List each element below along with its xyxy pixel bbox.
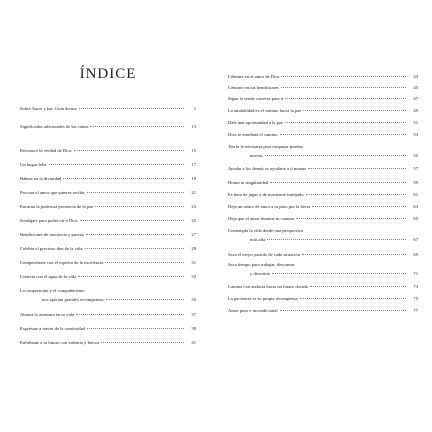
toc-page-number: 47: [413, 96, 418, 101]
dot-leader: [270, 182, 406, 183]
toc-page-number: 71: [413, 271, 418, 276]
dot-leader: [85, 248, 184, 249]
toc-page-number: 15: [191, 148, 196, 153]
toc-entry: [20, 288, 196, 294]
toc-entry: [20, 232, 196, 238]
toc-entry-title: Celebra el precioso don de la vida: [20, 246, 83, 251]
toc-entry: [20, 326, 196, 332]
toc-entry: [228, 180, 418, 186]
left-page: [20, 0, 196, 432]
toc-page-number: 19: [191, 176, 196, 181]
toc-entry: [228, 74, 418, 80]
toc-page-number: 77: [413, 308, 418, 313]
toc-entry-title: Báñate en la divinidad: [20, 176, 62, 181]
toc-page-number: 23: [191, 204, 196, 209]
toc-entry: [20, 148, 196, 154]
toc-entry-title: Deja un rastro de amor a tu paso por la tierra: [228, 204, 311, 209]
index-title: ÍNDICE: [79, 66, 137, 82]
dot-leader: [300, 298, 406, 299]
toc-entry: [228, 308, 418, 314]
dot-leader: [265, 155, 406, 156]
dot-leader: [76, 314, 184, 315]
toc-entry-title: Sigue la senda correcta para ti: [228, 96, 284, 101]
toc-entry: [20, 176, 196, 182]
toc-entry-title: Reconoce la verdad de Dios: [20, 148, 72, 153]
dot-leader: [272, 273, 406, 274]
toc-page-number: 39: [191, 326, 196, 331]
dot-leader: [105, 262, 184, 263]
toc-entry-title: Es hora de jugar y de mostrarse intrépido: [228, 192, 304, 197]
toc-entry: [20, 297, 196, 303]
toc-entry: [20, 312, 196, 318]
toc-entry-title: Sosiégate para poder oír a Dios: [20, 218, 78, 223]
dot-leader: [280, 310, 406, 311]
toc-entry: [20, 340, 196, 346]
toc-entry-title: Amor puro e incondicional: [228, 308, 278, 313]
toc-entry-title: La paciencia es su propia recompensa: [228, 296, 298, 301]
dot-leader: [79, 108, 184, 109]
dot-leader: [87, 328, 184, 329]
toc-entry: [228, 271, 418, 277]
toc-entry-title: y divertirte: [250, 271, 271, 276]
toc-page-number: 33: [191, 274, 196, 279]
toc-entry-title: Ayudar a los demás es ayudarte a ti mismo: [228, 166, 307, 171]
dot-leader: [281, 87, 406, 88]
toc-entry-title: Camina con audacia hacia un futuro dorado: [228, 284, 309, 289]
toc-entry: [228, 284, 418, 290]
toc-page-number: 27: [191, 232, 196, 237]
toc-entry: [228, 85, 418, 91]
toc-entry: [20, 218, 196, 224]
toc-page-number: 57: [413, 166, 418, 171]
toc-page-number: 25: [191, 218, 196, 223]
toc-entry-title: Deja que el amor ilumine tu camino: [228, 216, 295, 221]
dot-leader: [267, 239, 406, 240]
toc-entry: [228, 262, 418, 268]
toc-page-number: 53: [413, 132, 418, 137]
dot-leader: [310, 286, 406, 287]
toc-page-number: 1: [193, 106, 196, 111]
toc-entry-title: Dios te enseñará el camino: [228, 132, 278, 137]
toc-page-number: 43: [413, 74, 418, 79]
toc-page-number: 67: [413, 237, 418, 242]
toc-page-number: 61: [413, 192, 418, 197]
toc-entry: [228, 216, 418, 222]
toc-page-number: 75: [413, 296, 418, 301]
toc-entry: [20, 204, 196, 210]
toc-entry-title: Abraza la aventura en tu vida: [20, 312, 74, 317]
toc-page-number: 31: [191, 260, 196, 265]
toc-page-number: 63: [413, 204, 418, 209]
toc-entry-title: nuevas: [250, 153, 263, 158]
toc-entry: [228, 132, 418, 138]
toc-page-number: 41: [191, 340, 196, 345]
dot-leader: [95, 206, 184, 207]
toc-page-number: 59: [413, 180, 418, 185]
toc-entry-title: Procura el amor que quieres recibir: [20, 190, 85, 195]
toc-entry: [228, 296, 418, 302]
toc-entry-title: Dale una oportunidad a la paz: [228, 120, 283, 125]
toc-entry: [228, 96, 418, 102]
toc-entry-title: La cooperación y el compañerismo: [20, 288, 85, 293]
dot-leader: [303, 110, 406, 111]
toc-entry-title: Bendiciones de inocencia y pureza: [20, 232, 84, 237]
dot-leader: [78, 276, 184, 277]
toc-entry-title: Exprésate a través de la creatividad: [20, 326, 85, 331]
toc-entry: [20, 124, 196, 130]
toc-entry-title: Saca el mejor partido de cada situación: [228, 252, 300, 257]
toc-page-number: 35: [191, 297, 196, 302]
dot-leader: [87, 192, 184, 193]
toc-page-number: 55: [413, 153, 418, 158]
toc-entry: [228, 252, 418, 258]
dot-leader: [74, 150, 184, 151]
toc-entry-title: Sobre Amor y luz: Guía divina: [20, 106, 77, 111]
toc-page-number: 37: [191, 312, 196, 317]
dot-leader: [101, 342, 184, 343]
toc-page-number: 45: [413, 85, 418, 90]
dot-leader: [308, 168, 406, 169]
toc-entry: [228, 153, 418, 159]
toc-entry: [20, 246, 196, 252]
dot-leader: [63, 178, 184, 179]
toc-entry: [20, 162, 196, 168]
toc-entry-title: Saca tiempo para trabajar, descansar: [228, 262, 295, 267]
toc-entry: [228, 108, 418, 114]
toc-entry-title: nos aportan grandes recompensas: [42, 297, 104, 302]
dot-leader: [90, 126, 184, 127]
dot-leader: [285, 122, 406, 123]
dot-leader: [306, 194, 406, 195]
dot-leader: [296, 218, 406, 219]
toc-entry: [20, 274, 196, 280]
toc-page-number: 73: [413, 284, 418, 289]
toc-entry-title: Céntrate en el amor de Dios: [228, 74, 280, 79]
toc-entry: [228, 144, 418, 150]
dot-leader: [280, 134, 407, 135]
toc-entry-title: Compenétrate con el espíritu de la excelencia: [20, 260, 104, 265]
dot-leader: [106, 299, 184, 300]
toc-entry: [20, 106, 196, 112]
toc-entry: [20, 260, 196, 266]
dot-leader: [86, 234, 184, 235]
toc-page-number: 49: [413, 108, 418, 113]
dot-leader: [312, 206, 406, 207]
toc-entry: [228, 192, 418, 198]
toc-page-number: 21: [191, 190, 196, 195]
toc-entry: [20, 190, 196, 196]
toc-page-number: 17: [191, 162, 196, 167]
toc-page-number: 69: [413, 252, 418, 257]
toc-entry-title: La amabilidad es el camino hacia la paz: [228, 108, 302, 113]
toc-entry-title: Conecta con el agua de la vida: [20, 274, 77, 279]
toc-page-number: 29: [191, 246, 196, 251]
toc-entry: [228, 120, 418, 126]
right-page: [228, 0, 418, 432]
toc-entry: [228, 166, 418, 172]
toc-entry-title: Céntrate en tus bendiciones: [228, 85, 279, 90]
toc-entry-title: más alta: [250, 237, 266, 242]
toc-entry-title: Encarna la poderosa presencia de la paz: [20, 204, 94, 209]
toc-entry-title: Significados adicionales de las cartas: [20, 124, 89, 129]
toc-entry-title: Ten la fe necesaria para traspasar puertas: [228, 144, 304, 149]
dot-leader: [285, 98, 406, 99]
toc-entry-title: Contempla la vida desde una perspectiva: [228, 228, 304, 233]
toc-entry-title: Honra tu singularidad: [228, 180, 269, 185]
dot-leader: [49, 164, 184, 165]
toc-entry-title: Enfréntate a tu futuro con valentía y fuerza: [20, 340, 99, 345]
toc-page-number: 51: [413, 120, 418, 125]
toc-page-number: 65: [413, 216, 418, 221]
toc-entry: [228, 237, 418, 243]
dot-leader: [302, 254, 406, 255]
toc-entry-title: Un hogar feliz: [20, 162, 47, 167]
toc-entry: [228, 204, 418, 210]
toc-page-number: 13: [191, 124, 196, 129]
dot-leader: [281, 76, 406, 77]
dot-leader: [80, 220, 184, 221]
toc-entry: [228, 228, 418, 234]
